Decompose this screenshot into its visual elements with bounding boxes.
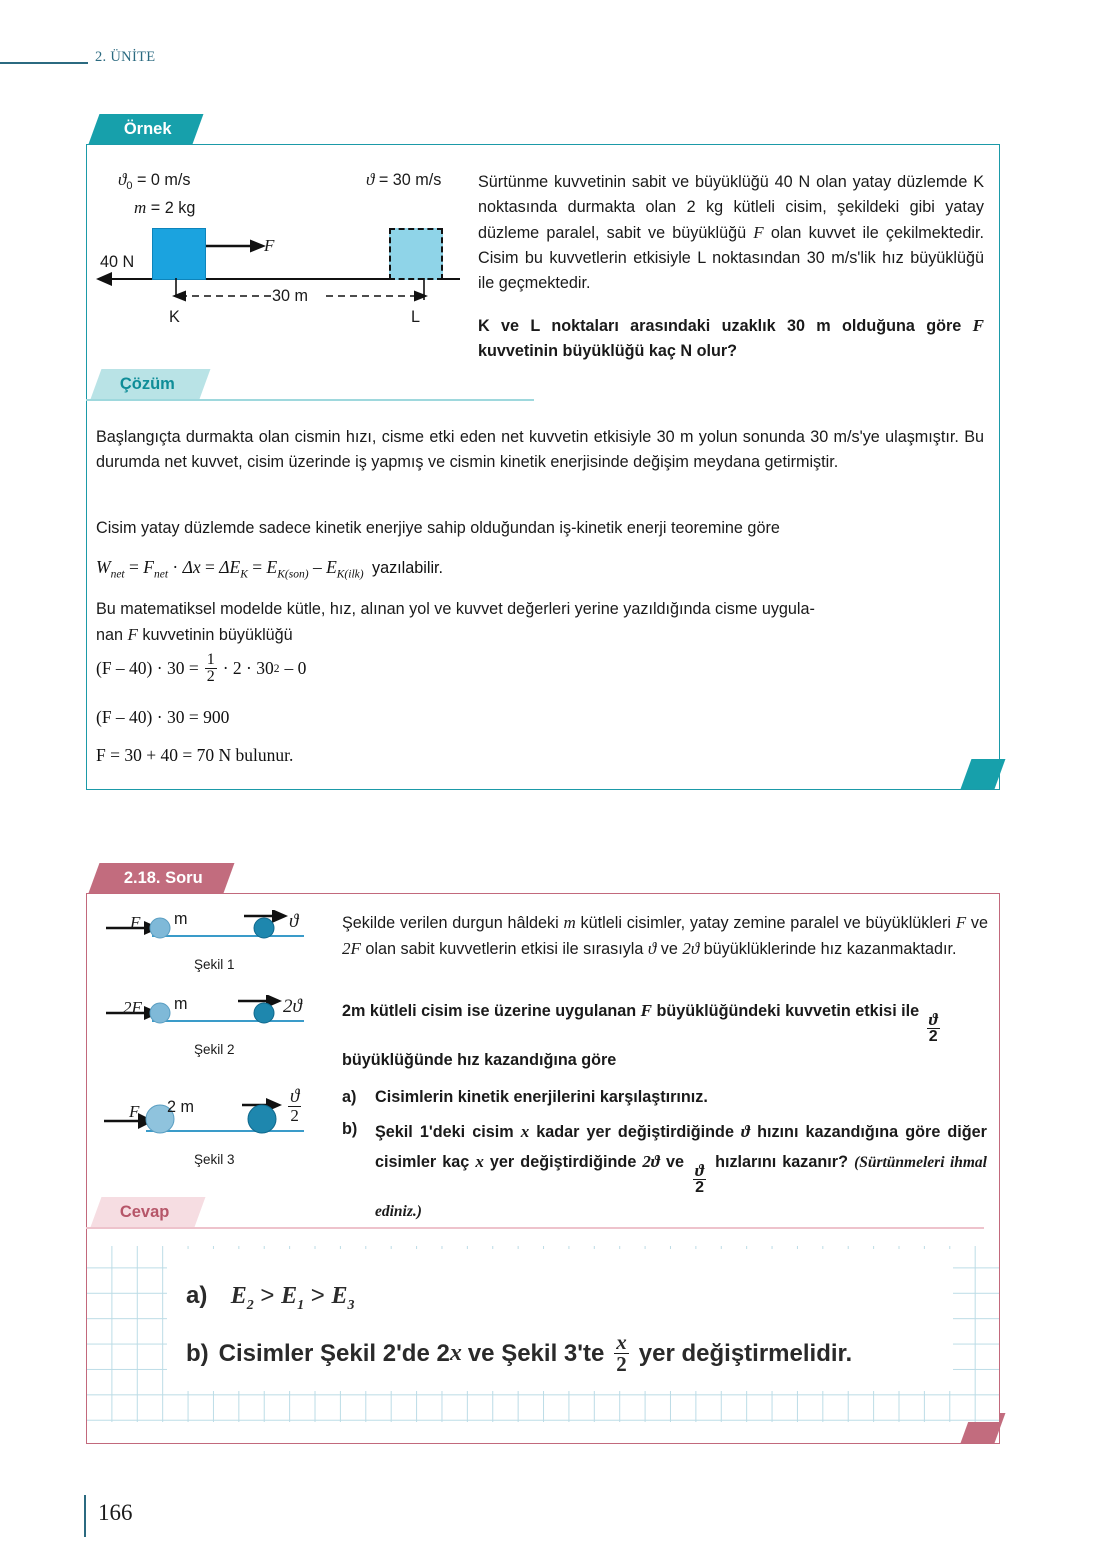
equation-line-1: (F – 40) · 30 = $\frac{1}{2}$ · 2 · 30 2 – 0 — [96, 651, 307, 685]
unit-label: 2. ÜNİTE — [95, 49, 156, 65]
page-number: 166 — [98, 1500, 133, 1525]
sekil-3-force-label: F — [129, 1102, 140, 1121]
solution-paragraph-1: Başlangıçta durmakta olan cismin hızı, cisme etki eden net kuvvetin etkisiyle 30 m yolun sonunda 30 m/s'ye ulaşmıştır. Bu durumda net kuvvet, cisim üzerinde iş yapmış ve cismin kinetik enerjisinde değişim meydana getirmiştir. — [96, 428, 984, 471]
distance-label: 30 m — [272, 287, 308, 305]
question-intro: Şekilde verilen durgun hâldeki m kütleli cisimler, yatay zemine paralel ve büyüklükleri F ve 2F olan sabit kuvvetlerin etkisi ile sırasıyla ϑ ve 2ϑ büyüklüklerinde hız kazanmaktadır. — [342, 913, 988, 958]
sekil-3-velocity-fraction: $\frac{ϑ}{2}$ — [290, 1086, 300, 1125]
sekil-2-force-label: 2F — [123, 998, 142, 1017]
work-energy-formula: $W_{net} = F_{net} \cdot \Delta x = \Delta E_K = E_{K(son)} - E_{K(ilk)}$ yazılabilir. — [96, 557, 444, 581]
friction-label: 40 N — [100, 253, 135, 271]
half-fraction: $\frac{1}{2}$ — [206, 651, 215, 685]
soru-tab — [89, 863, 235, 893]
equation-line-3: F = 30 + 40 = 70 N bulunur. — [96, 745, 294, 765]
sekil-1-caption: Şekil 1 — [194, 957, 235, 972]
solution-paragraph-2: Cisim yatay düzlemde sadece kinetik enerjiye sahip olduğundan iş-kinetik enerji teoremine göre — [96, 519, 780, 537]
answer-a-line: a) $E_2 > E_1 > E_3$ — [186, 1282, 355, 1313]
sekil-1-velocity-label: ϑ — [289, 911, 299, 932]
point-l-label: L — [411, 308, 421, 326]
cevap-rule — [86, 1227, 984, 1229]
cevap-tab — [91, 1197, 205, 1227]
theta-over-two-fraction-b: $\frac{ϑ}{2}$ — [695, 1160, 704, 1196]
answer-b-line: b) Cisimler Şekil 2'de 2 x ve Şekil 3'te $\frac{x}{2}$ yer değiştirmelidir. — [186, 1330, 853, 1376]
point-k-label: K — [169, 308, 180, 326]
example-question: K ve L noktaları arasındaki uzaklık 30 m olduğuna göre F kuvvetinin büyüklüğü kaç N olur? — [478, 316, 984, 360]
example-statement: Sürtünme kuvvetinin sabit ve büyüklüğü 40 N olan yatay düzlemde K noktasında durmakta olan 2 kg kütleli cisim, şekildeki gibi yatay düzleme paralel, sabit ve büyüklüğü F olan kuvvet ile çekilmektedir. Cisim bu kuvvetlerin etkisiyle L noktasından 30 m/s'lik hız büyüklüğü ile geçmektedir. — [478, 173, 984, 292]
item-b-marker: b) — [342, 1120, 358, 1138]
sekil-3-caption: Şekil 3 — [194, 1152, 235, 1167]
sekil-1-mass-label: m — [174, 910, 188, 928]
cozum-tab — [91, 369, 211, 399]
ornek-tab — [89, 114, 204, 144]
cevap-tab-label: Cevap — [120, 1202, 170, 1221]
force-arrow-icon — [206, 236, 268, 256]
solution-paragraph-3: Bu matematiksel modelde kütle, hız, alınan yol ve kuvvet değerleri yerine yazıldığında cisme uygula- nan F kuvvetinin büyüklüğü — [96, 600, 815, 644]
soru-tab-label: 2.18. Soru — [124, 868, 203, 887]
equation-line-2: (F – 40) · 30 = 900 — [96, 707, 230, 727]
v0-label: $ϑ_0 = 0$ m/s — [118, 170, 191, 193]
block-l — [389, 228, 443, 280]
sekil-1-force-label: F — [130, 913, 141, 932]
sekil-2-mass-label: m — [174, 995, 188, 1013]
question-bold-statement: 2m kütleli cisim ise üzerine uygulanan F büyüklüğündeki kuvvetin etkisi ile $\frac{ϑ}{2}$ büyüklüğünde hız kazandığına göre — [342, 1001, 938, 1069]
sekil-3-mass-label: 2 m — [167, 1098, 194, 1116]
cozum-rule — [86, 399, 534, 401]
x-over-two-fraction: $\frac{x}{2}$ — [616, 1330, 627, 1376]
v-final-label: ϑ = 30 m/s — [366, 170, 442, 189]
header-rule — [0, 62, 88, 64]
ornek-tab-label: Örnek — [124, 119, 172, 138]
item-a-marker: a) — [342, 1088, 357, 1106]
item-a-text: Cisimlerin kinetik enerjilerini karşılaştırınız. — [375, 1088, 708, 1106]
cozum-tab-label: Çözüm — [120, 374, 175, 393]
mass-label: m = 2 kg — [134, 198, 196, 217]
sekil-2-caption: Şekil 2 — [194, 1042, 235, 1057]
item-b-text: Şekil 1'deki cisim x kadar yer değiştirdiğinde ϑ hızını kazandığına göre diğer cisimler kaç x yer değiştirdiğinde 2ϑ ve $\frac{ϑ}{2}$ hızlarını kazanır? (Sürtünmeleri ihmal ediniz.) — [375, 1122, 987, 1220]
force-label: F — [264, 236, 275, 255]
block-k — [152, 228, 206, 280]
page-number-rule — [84, 1495, 86, 1537]
sekil-2-velocity-label: 2ϑ — [283, 996, 302, 1017]
theta-over-two-fraction: $\frac{ϑ}{2}$ — [928, 1009, 938, 1045]
